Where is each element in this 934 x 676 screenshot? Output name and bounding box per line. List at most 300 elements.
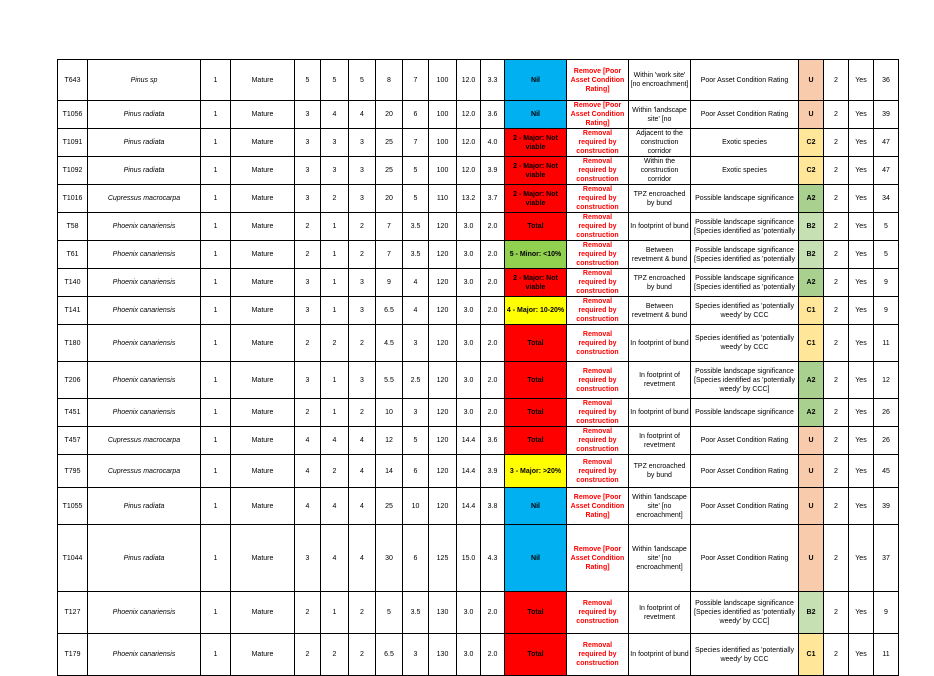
value-c-cell: 5 xyxy=(349,60,376,101)
value-g-cell: 13.2 xyxy=(457,185,481,213)
location-note-cell: In footprint of revetment xyxy=(629,362,691,399)
value-e-cell: 3 xyxy=(403,634,429,676)
reason-cell: Possible landscape significance [Species identified as 'potentially weedy' by CCC] xyxy=(691,362,799,399)
value-a-cell: 3 xyxy=(295,157,321,185)
value-b-cell: 2 xyxy=(321,455,349,488)
quantity-cell: 1 xyxy=(201,297,231,325)
number-cell: 47 xyxy=(874,129,899,157)
value-e-cell: 5 xyxy=(403,185,429,213)
value-f-cell: 125 xyxy=(429,525,457,592)
yes-cell: Yes xyxy=(849,399,874,427)
species-cell: Phoenix canariensis xyxy=(88,325,201,362)
value-g-cell: 3.0 xyxy=(457,399,481,427)
value-e-cell: 3 xyxy=(403,399,429,427)
recommendation-cell: Removal required by construction xyxy=(567,592,629,634)
species-cell: Cupressus macrocarpa xyxy=(88,455,201,488)
recommendation-cell: Remove [Poor Asset Condition Rating] xyxy=(567,101,629,129)
table-body xyxy=(58,60,899,676)
value-h-cell: 3.9 xyxy=(481,455,505,488)
species-cell: Phoenix canariensis xyxy=(88,399,201,427)
yes-cell: Yes xyxy=(849,60,874,101)
reason-cell: Species identified as 'potentially weedy' by CCC xyxy=(691,634,799,676)
category-cell: C1 xyxy=(799,297,824,325)
yes-cell: Yes xyxy=(849,634,874,676)
quantity-cell: 1 xyxy=(201,325,231,362)
species-cell: Cupressus macrocarpa xyxy=(88,427,201,455)
value-h-cell: 2.0 xyxy=(481,362,505,399)
value-c-cell: 2 xyxy=(349,213,376,241)
value-b-cell: 5 xyxy=(321,60,349,101)
value-f-cell: 120 xyxy=(429,241,457,269)
species-cell: Pinus radiata xyxy=(88,129,201,157)
quantity-cell: 1 xyxy=(201,488,231,525)
value-c-cell: 2 xyxy=(349,241,376,269)
number-cell: 37 xyxy=(874,525,899,592)
value-g-cell: 12.0 xyxy=(457,60,481,101)
value-c-cell: 4 xyxy=(349,488,376,525)
value-g-cell: 3.0 xyxy=(457,634,481,676)
age-class-cell: Mature xyxy=(231,427,295,455)
quantity-cell: 1 xyxy=(201,592,231,634)
value-e-cell: 4 xyxy=(403,297,429,325)
value-f-cell: 120 xyxy=(429,455,457,488)
value-e-cell: 3 xyxy=(403,325,429,362)
number-cell: 11 xyxy=(874,634,899,676)
damage-rating-cell: 2 - Major: Not viable xyxy=(505,185,567,213)
value-e-cell: 3.5 xyxy=(403,213,429,241)
category-cell: A2 xyxy=(799,362,824,399)
yes-cell: Yes xyxy=(849,427,874,455)
value-g-cell: 14.4 xyxy=(457,427,481,455)
category-cell: C1 xyxy=(799,634,824,676)
recommendation-cell: Remove [Poor Asset Condition Rating] xyxy=(567,488,629,525)
value-g-cell: 3.0 xyxy=(457,269,481,297)
category-cell: U xyxy=(799,488,824,525)
value-count-cell: 2 xyxy=(824,525,849,592)
value-count-cell: 2 xyxy=(824,269,849,297)
table-row xyxy=(58,129,899,157)
tree-id-cell: T61 xyxy=(58,241,88,269)
damage-rating-cell: Total xyxy=(505,325,567,362)
age-class-cell: Mature xyxy=(231,455,295,488)
damage-rating-cell: Nil xyxy=(505,60,567,101)
location-note-cell: Between revetment & bund xyxy=(629,241,691,269)
quantity-cell: 1 xyxy=(201,455,231,488)
age-class-cell: Mature xyxy=(231,634,295,676)
yes-cell: Yes xyxy=(849,269,874,297)
age-class-cell: Mature xyxy=(231,60,295,101)
value-a-cell: 2 xyxy=(295,592,321,634)
quantity-cell: 1 xyxy=(201,157,231,185)
tree-id-cell: T1044 xyxy=(58,525,88,592)
location-note-cell: TPZ encroached by bund xyxy=(629,455,691,488)
value-b-cell: 2 xyxy=(321,634,349,676)
value-h-cell: 2.0 xyxy=(481,269,505,297)
species-cell: Phoenix canariensis xyxy=(88,241,201,269)
value-f-cell: 120 xyxy=(429,269,457,297)
tree-id-cell: T795 xyxy=(58,455,88,488)
value-f-cell: 120 xyxy=(429,213,457,241)
recommendation-cell: Remove [Poor Asset Condition Rating] xyxy=(567,60,629,101)
value-d-cell: 5.5 xyxy=(376,362,403,399)
tree-id-cell: T127 xyxy=(58,592,88,634)
number-cell: 9 xyxy=(874,297,899,325)
age-class-cell: Mature xyxy=(231,157,295,185)
tree-id-cell: T206 xyxy=(58,362,88,399)
value-d-cell: 10 xyxy=(376,399,403,427)
reason-cell: Possible landscape significance xyxy=(691,399,799,427)
recommendation-cell: Removal required by construction xyxy=(567,325,629,362)
quantity-cell: 1 xyxy=(201,269,231,297)
value-f-cell: 120 xyxy=(429,297,457,325)
value-count-cell: 2 xyxy=(824,129,849,157)
value-g-cell: 3.0 xyxy=(457,213,481,241)
table-row xyxy=(58,399,899,427)
species-cell: Pinus sp xyxy=(88,60,201,101)
value-d-cell: 25 xyxy=(376,157,403,185)
value-d-cell: 9 xyxy=(376,269,403,297)
value-f-cell: 100 xyxy=(429,60,457,101)
location-note-cell: In footprint of bund xyxy=(629,325,691,362)
damage-rating-cell: Total xyxy=(505,427,567,455)
value-b-cell: 3 xyxy=(321,129,349,157)
number-cell: 9 xyxy=(874,592,899,634)
yes-cell: Yes xyxy=(849,362,874,399)
value-g-cell: 12.0 xyxy=(457,101,481,129)
value-c-cell: 3 xyxy=(349,157,376,185)
value-d-cell: 30 xyxy=(376,525,403,592)
location-note-cell: In footprint of bund xyxy=(629,213,691,241)
value-count-cell: 2 xyxy=(824,157,849,185)
value-c-cell: 2 xyxy=(349,634,376,676)
value-b-cell: 1 xyxy=(321,399,349,427)
tree-id-cell: T643 xyxy=(58,60,88,101)
age-class-cell: Mature xyxy=(231,129,295,157)
age-class-cell: Mature xyxy=(231,325,295,362)
value-c-cell: 2 xyxy=(349,399,376,427)
category-cell: C2 xyxy=(799,129,824,157)
value-g-cell: 3.0 xyxy=(457,241,481,269)
damage-rating-cell: 2 - Major: Not viable xyxy=(505,157,567,185)
quantity-cell: 1 xyxy=(201,241,231,269)
recommendation-cell: Removal required by construction xyxy=(567,269,629,297)
category-cell: B2 xyxy=(799,592,824,634)
reason-cell: Possible landscape significance [Species identified as 'potentially weedy' by CCC] xyxy=(691,592,799,634)
recommendation-cell: Removal required by construction xyxy=(567,362,629,399)
value-g-cell: 3.0 xyxy=(457,297,481,325)
value-count-cell: 2 xyxy=(824,241,849,269)
value-a-cell: 2 xyxy=(295,241,321,269)
value-h-cell: 2.0 xyxy=(481,592,505,634)
location-note-cell: Within the construction corridor xyxy=(629,157,691,185)
value-d-cell: 20 xyxy=(376,185,403,213)
value-d-cell: 20 xyxy=(376,101,403,129)
value-h-cell: 2.0 xyxy=(481,325,505,362)
recommendation-cell: Removal required by construction xyxy=(567,634,629,676)
value-count-cell: 2 xyxy=(824,399,849,427)
number-cell: 34 xyxy=(874,185,899,213)
value-b-cell: 4 xyxy=(321,488,349,525)
yes-cell: Yes xyxy=(849,525,874,592)
yes-cell: Yes xyxy=(849,129,874,157)
value-f-cell: 110 xyxy=(429,185,457,213)
quantity-cell: 1 xyxy=(201,362,231,399)
species-cell: Pinus radiata xyxy=(88,525,201,592)
value-a-cell: 3 xyxy=(295,101,321,129)
reason-cell: Exotic species xyxy=(691,157,799,185)
value-g-cell: 3.0 xyxy=(457,362,481,399)
recommendation-cell: Removal required by construction xyxy=(567,185,629,213)
value-b-cell: 1 xyxy=(321,362,349,399)
value-b-cell: 1 xyxy=(321,297,349,325)
value-e-cell: 5 xyxy=(403,427,429,455)
tree-id-cell: T141 xyxy=(58,297,88,325)
category-cell: U xyxy=(799,427,824,455)
table-row xyxy=(58,60,899,101)
location-note-cell: In footprint of revetment xyxy=(629,427,691,455)
quantity-cell: 1 xyxy=(201,185,231,213)
table-row xyxy=(58,213,899,241)
tree-id-cell: T1056 xyxy=(58,101,88,129)
species-cell: Phoenix canariensis xyxy=(88,213,201,241)
value-count-cell: 2 xyxy=(824,592,849,634)
value-d-cell: 14 xyxy=(376,455,403,488)
value-a-cell: 2 xyxy=(295,634,321,676)
category-cell: U xyxy=(799,60,824,101)
reason-cell: Poor Asset Condition Rating xyxy=(691,525,799,592)
reason-cell: Possible landscape significance [Species identified as 'potentially xyxy=(691,213,799,241)
reason-cell: Poor Asset Condition Rating xyxy=(691,101,799,129)
yes-cell: Yes xyxy=(849,325,874,362)
quantity-cell: 1 xyxy=(201,634,231,676)
value-f-cell: 100 xyxy=(429,101,457,129)
recommendation-cell: Removal required by construction xyxy=(567,213,629,241)
value-h-cell: 2.0 xyxy=(481,213,505,241)
value-a-cell: 3 xyxy=(295,525,321,592)
table-row xyxy=(58,525,899,592)
tree-id-cell: T179 xyxy=(58,634,88,676)
value-c-cell: 2 xyxy=(349,592,376,634)
location-note-cell: Between revetment & bund xyxy=(629,297,691,325)
value-count-cell: 2 xyxy=(824,362,849,399)
damage-rating-cell: Total xyxy=(505,213,567,241)
recommendation-cell: Removal required by construction xyxy=(567,157,629,185)
location-note-cell: Adjacent to the construction corridor xyxy=(629,129,691,157)
value-h-cell: 2.0 xyxy=(481,241,505,269)
value-c-cell: 4 xyxy=(349,101,376,129)
species-cell: Phoenix canariensis xyxy=(88,634,201,676)
age-class-cell: Mature xyxy=(231,185,295,213)
damage-rating-cell: Nil xyxy=(505,525,567,592)
location-note-cell: Within 'landscape site' [no xyxy=(629,101,691,129)
table-row xyxy=(58,427,899,455)
age-class-cell: Mature xyxy=(231,525,295,592)
reason-cell: Possible landscape significance xyxy=(691,185,799,213)
value-g-cell: 14.4 xyxy=(457,488,481,525)
value-d-cell: 7 xyxy=(376,241,403,269)
value-e-cell: 4 xyxy=(403,269,429,297)
tree-id-cell: T451 xyxy=(58,399,88,427)
reason-cell: Exotic species xyxy=(691,129,799,157)
value-count-cell: 2 xyxy=(824,325,849,362)
category-cell: A2 xyxy=(799,269,824,297)
reason-cell: Possible landscape significance [Species identified as 'potentially xyxy=(691,269,799,297)
table-row xyxy=(58,362,899,399)
damage-rating-cell: Nil xyxy=(505,101,567,129)
value-f-cell: 120 xyxy=(429,325,457,362)
value-b-cell: 4 xyxy=(321,101,349,129)
table-row xyxy=(58,455,899,488)
value-e-cell: 6 xyxy=(403,101,429,129)
value-h-cell: 3.6 xyxy=(481,101,505,129)
number-cell: 45 xyxy=(874,455,899,488)
location-note-cell: In footprint of bund xyxy=(629,399,691,427)
species-cell: Pinus radiata xyxy=(88,157,201,185)
value-f-cell: 120 xyxy=(429,362,457,399)
value-a-cell: 3 xyxy=(295,269,321,297)
value-a-cell: 2 xyxy=(295,399,321,427)
value-a-cell: 5 xyxy=(295,60,321,101)
quantity-cell: 1 xyxy=(201,213,231,241)
value-f-cell: 130 xyxy=(429,592,457,634)
value-g-cell: 12.0 xyxy=(457,157,481,185)
category-cell: A2 xyxy=(799,185,824,213)
value-d-cell: 25 xyxy=(376,129,403,157)
tree-id-cell: T58 xyxy=(58,213,88,241)
value-e-cell: 10 xyxy=(403,488,429,525)
value-a-cell: 3 xyxy=(295,185,321,213)
value-count-cell: 2 xyxy=(824,427,849,455)
reason-cell: Possible landscape significance [Species identified as 'potentially xyxy=(691,241,799,269)
age-class-cell: Mature xyxy=(231,362,295,399)
number-cell: 36 xyxy=(874,60,899,101)
value-a-cell: 3 xyxy=(295,297,321,325)
damage-rating-cell: 3 - Major: >20% xyxy=(505,455,567,488)
age-class-cell: Mature xyxy=(231,592,295,634)
category-cell: B2 xyxy=(799,241,824,269)
age-class-cell: Mature xyxy=(231,297,295,325)
value-e-cell: 3.5 xyxy=(403,592,429,634)
value-count-cell: 2 xyxy=(824,488,849,525)
number-cell: 5 xyxy=(874,241,899,269)
location-note-cell: In footprint of revetment xyxy=(629,592,691,634)
value-e-cell: 2.5 xyxy=(403,362,429,399)
value-f-cell: 120 xyxy=(429,488,457,525)
value-h-cell: 3.9 xyxy=(481,157,505,185)
recommendation-cell: Removal required by construction xyxy=(567,399,629,427)
species-cell: Phoenix canariensis xyxy=(88,269,201,297)
value-a-cell: 4 xyxy=(295,455,321,488)
species-cell: Phoenix canariensis xyxy=(88,297,201,325)
table-row xyxy=(58,185,899,213)
value-e-cell: 6 xyxy=(403,455,429,488)
table-row xyxy=(58,241,899,269)
number-cell: 11 xyxy=(874,325,899,362)
value-b-cell: 1 xyxy=(321,592,349,634)
tree-id-cell: T457 xyxy=(58,427,88,455)
number-cell: 9 xyxy=(874,269,899,297)
value-b-cell: 1 xyxy=(321,241,349,269)
value-f-cell: 130 xyxy=(429,634,457,676)
value-h-cell: 4.3 xyxy=(481,525,505,592)
number-cell: 5 xyxy=(874,213,899,241)
value-b-cell: 2 xyxy=(321,325,349,362)
value-h-cell: 3.8 xyxy=(481,488,505,525)
value-d-cell: 7 xyxy=(376,213,403,241)
category-cell: U xyxy=(799,101,824,129)
location-note-cell: In footprint of bund xyxy=(629,634,691,676)
damage-rating-cell: Total xyxy=(505,592,567,634)
reason-cell: Poor Asset Condition Rating xyxy=(691,427,799,455)
value-a-cell: 2 xyxy=(295,213,321,241)
category-cell: B2 xyxy=(799,213,824,241)
tree-id-cell: T140 xyxy=(58,269,88,297)
damage-rating-cell: 4 - Major: 10-20% xyxy=(505,297,567,325)
table-row xyxy=(58,269,899,297)
yes-cell: Yes xyxy=(849,592,874,634)
age-class-cell: Mature xyxy=(231,101,295,129)
value-count-cell: 2 xyxy=(824,213,849,241)
value-f-cell: 120 xyxy=(429,427,457,455)
table-row xyxy=(58,297,899,325)
value-g-cell: 12.0 xyxy=(457,129,481,157)
yes-cell: Yes xyxy=(849,101,874,129)
number-cell: 39 xyxy=(874,101,899,129)
value-e-cell: 7 xyxy=(403,129,429,157)
value-a-cell: 3 xyxy=(295,129,321,157)
species-cell: Pinus radiata xyxy=(88,488,201,525)
value-h-cell: 2.0 xyxy=(481,297,505,325)
recommendation-cell: Removal required by construction xyxy=(567,455,629,488)
yes-cell: Yes xyxy=(849,455,874,488)
tree-id-cell: T180 xyxy=(58,325,88,362)
category-cell: C1 xyxy=(799,325,824,362)
quantity-cell: 1 xyxy=(201,60,231,101)
value-g-cell: 14.4 xyxy=(457,455,481,488)
reason-cell: Poor Asset Condition Rating xyxy=(691,455,799,488)
quantity-cell: 1 xyxy=(201,525,231,592)
category-cell: C2 xyxy=(799,157,824,185)
reason-cell: Poor Asset Condition Rating xyxy=(691,488,799,525)
value-count-cell: 2 xyxy=(824,455,849,488)
yes-cell: Yes xyxy=(849,157,874,185)
number-cell: 47 xyxy=(874,157,899,185)
reason-cell: Species identified as 'potentially weedy' by CCC xyxy=(691,325,799,362)
location-note-cell: Within 'landscape site' [no encroachment] xyxy=(629,525,691,592)
age-class-cell: Mature xyxy=(231,213,295,241)
tree-assessment-table xyxy=(57,59,899,676)
value-f-cell: 120 xyxy=(429,399,457,427)
number-cell: 12 xyxy=(874,362,899,399)
table-row xyxy=(58,592,899,634)
value-f-cell: 100 xyxy=(429,157,457,185)
location-note-cell: TPZ encroached by bund xyxy=(629,269,691,297)
damage-rating-cell: 2 - Major: Not viable xyxy=(505,269,567,297)
value-count-cell: 2 xyxy=(824,60,849,101)
value-h-cell: 2.0 xyxy=(481,634,505,676)
table-row xyxy=(58,325,899,362)
number-cell: 26 xyxy=(874,427,899,455)
value-h-cell: 3.7 xyxy=(481,185,505,213)
damage-rating-cell: Total xyxy=(505,362,567,399)
damage-rating-cell: 5 - Minor: <10% xyxy=(505,241,567,269)
value-g-cell: 3.0 xyxy=(457,592,481,634)
age-class-cell: Mature xyxy=(231,241,295,269)
value-d-cell: 5 xyxy=(376,592,403,634)
value-b-cell: 4 xyxy=(321,525,349,592)
value-b-cell: 1 xyxy=(321,269,349,297)
value-e-cell: 6 xyxy=(403,525,429,592)
